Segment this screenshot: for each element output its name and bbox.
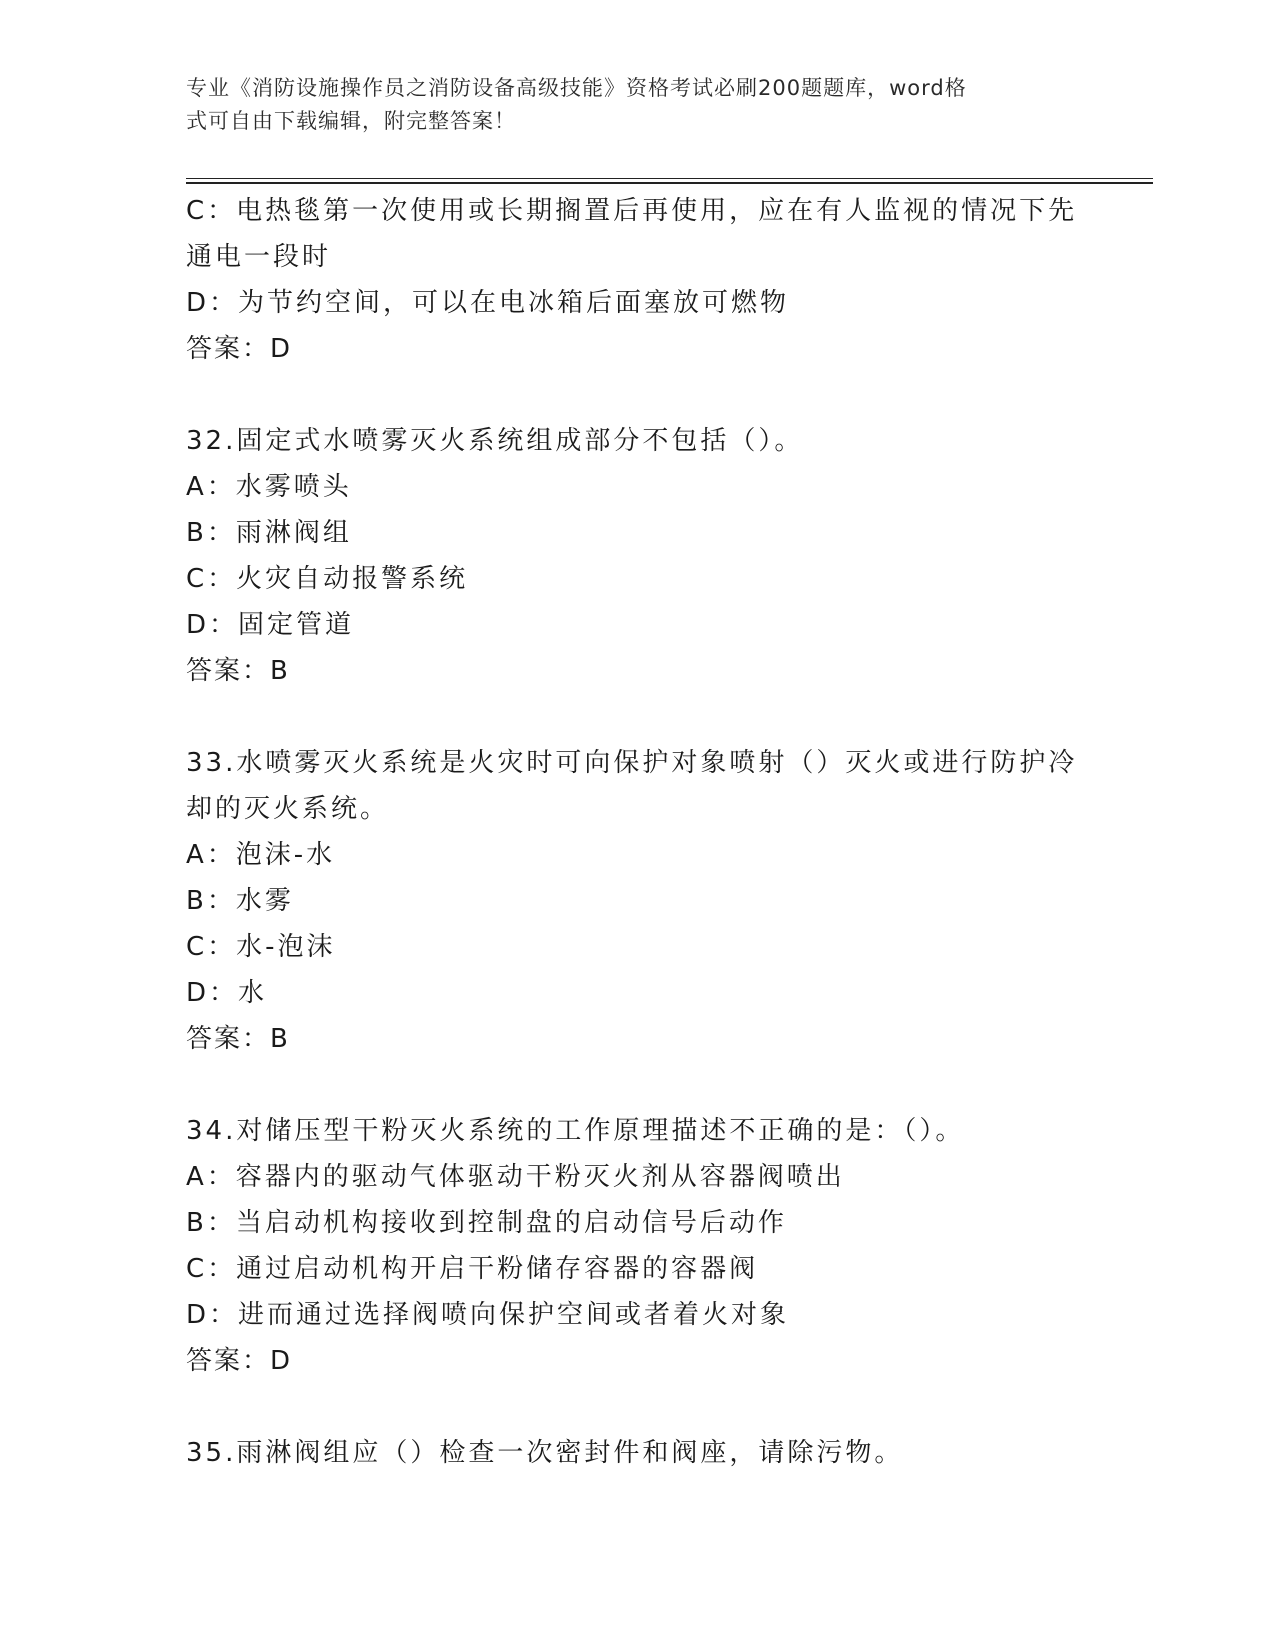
option-d: D：固定管道 xyxy=(186,610,355,640)
question-text-continued: 却的灭火系统。 xyxy=(186,794,390,824)
option-d: D：为节约空间，可以在电冰箱后面塞放可燃物 xyxy=(186,288,790,318)
option-b: B：当启动机构接收到控制盘的启动信号后动作 xyxy=(186,1208,787,1238)
option-b: B：水雾 xyxy=(186,886,294,916)
option-c: C：电热毯第一次使用或长期搁置后再使用，应在有人监视的情况下先 xyxy=(186,196,1078,226)
question-35 xyxy=(186,1430,1086,1476)
question-34 xyxy=(186,1108,1086,1384)
answer: 答案：B xyxy=(186,656,290,686)
option-c: C：水-泡沫 xyxy=(186,932,336,962)
option-c: C：通过启动机构开启干粉储存容器的容器阀 xyxy=(186,1254,759,1284)
question-text: 33.水喷雾灭火系统是火灾时可向保护对象喷射（）灭火或进行防护冷 xyxy=(186,748,1078,778)
option-a: A：水雾喷头 xyxy=(186,472,352,502)
option-b: B：雨淋阀组 xyxy=(186,518,352,548)
answer: 答案：D xyxy=(186,1346,293,1376)
option-a: A：容器内的驱动气体驱动干粉灭火剂从容器阀喷出 xyxy=(186,1162,845,1192)
question-32 xyxy=(186,418,1086,694)
page-header xyxy=(186,72,1066,138)
question-text: 35.雨淋阀组应（）检查一次密封件和阀座，请除污物。 xyxy=(186,1438,904,1468)
question-list xyxy=(186,188,1086,1476)
question-33 xyxy=(186,740,1086,1062)
header-divider xyxy=(186,178,1153,179)
answer: 答案：D xyxy=(186,334,293,364)
option-c-continued: 通电一段时 xyxy=(186,242,332,272)
question-31-carryover xyxy=(186,188,1086,372)
question-text: 34.对储压型干粉灭火系统的工作原理描述不正确的是：（）。 xyxy=(186,1116,965,1146)
question-text: 32.固定式水喷雾灭火系统组成部分不包括（）。 xyxy=(186,426,804,456)
option-c: C：火灾自动报警系统 xyxy=(186,564,469,594)
header-divider-thick xyxy=(186,182,1153,184)
option-a: A：泡沫-水 xyxy=(186,840,336,870)
header-line-1: 专业《消防设施操作员之消防设备高级技能》资格考试必刷200题题库，word格 xyxy=(186,76,967,100)
option-d: D：水 xyxy=(186,978,268,1008)
header-line-2: 式可自由下载编辑，附完整答案！ xyxy=(186,109,516,133)
option-d: D：进而通过选择阀喷向保护空间或者着火对象 xyxy=(186,1300,790,1330)
answer: 答案：B xyxy=(186,1024,290,1054)
